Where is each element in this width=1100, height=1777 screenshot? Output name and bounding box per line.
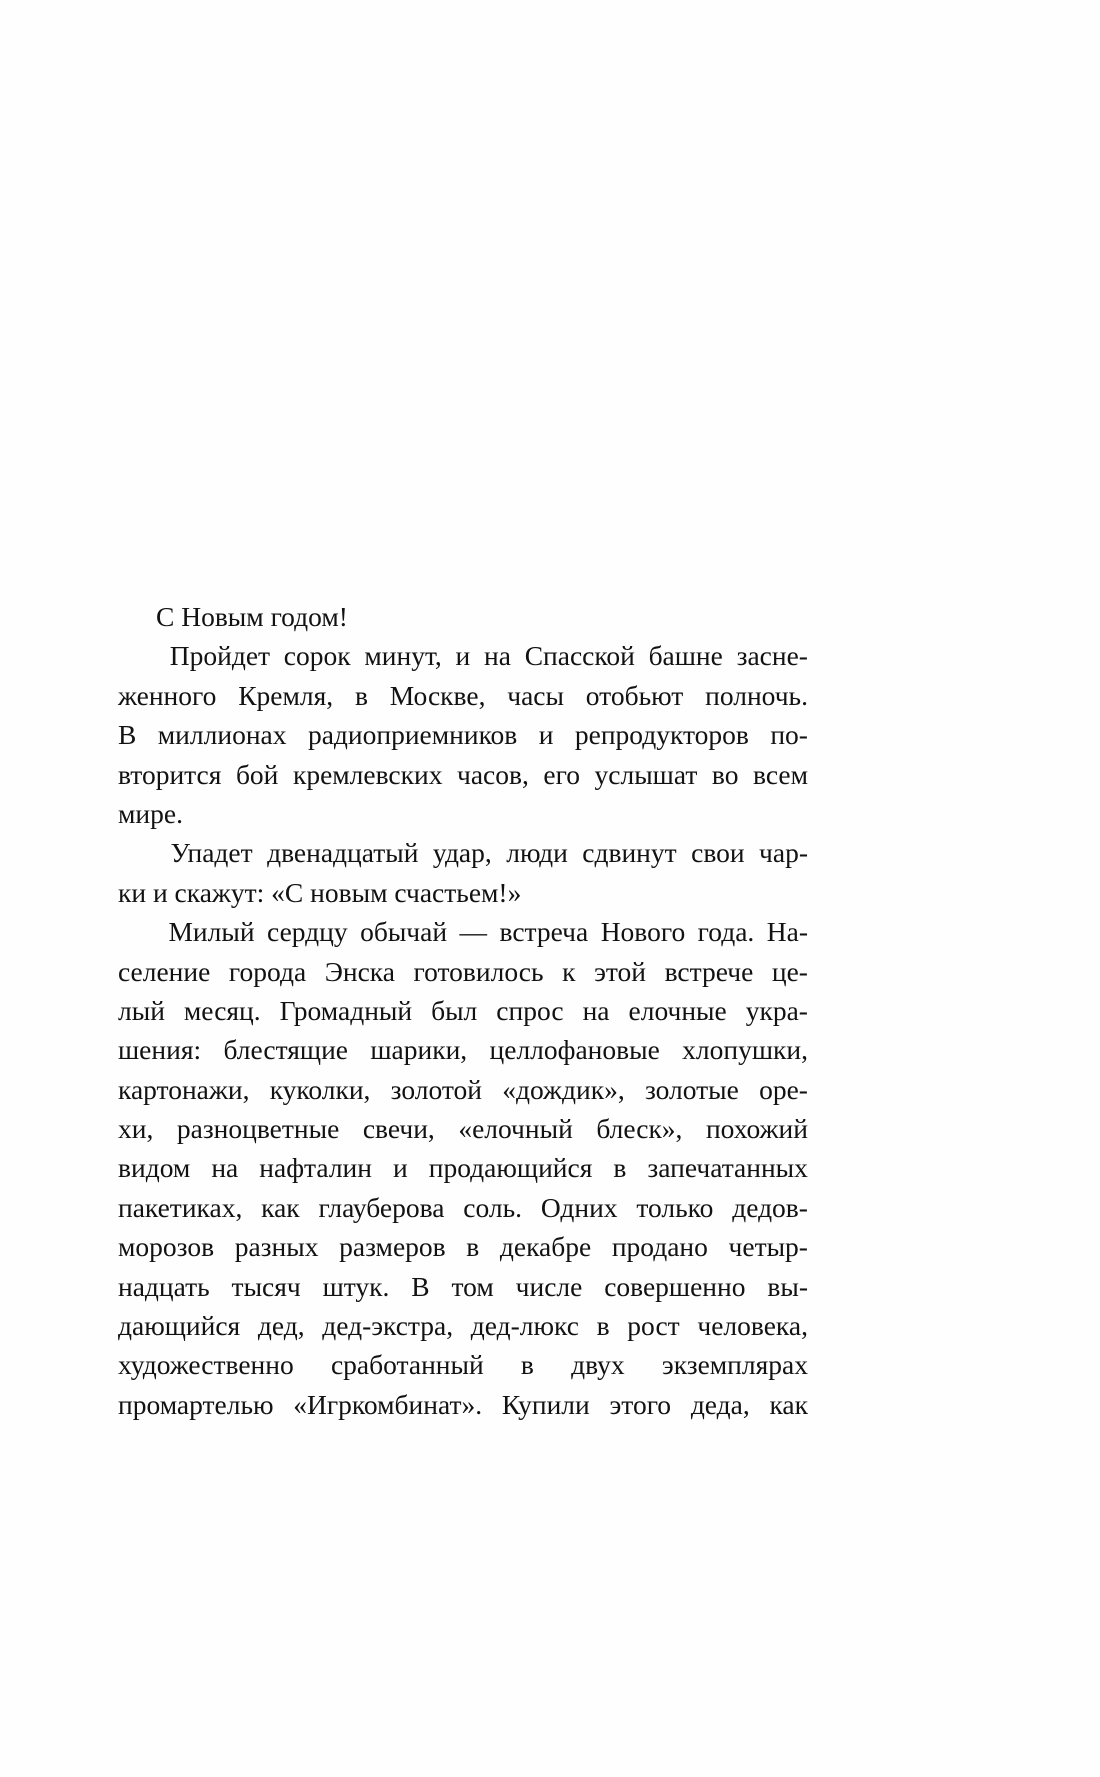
text-line: художественно сработанный в двух экземплярах — [118, 1349, 808, 1381]
text-line: ки и скажут: «С новым счастьем!» — [118, 876, 522, 908]
text-line: Милый сердцу обычай — встреча Нового года. На- — [118, 912, 808, 951]
text-line: надцать тысяч штук. В том числе совершенно вы- — [118, 1270, 808, 1302]
text-line: В миллионах радиоприемников и репродукторов по- — [118, 719, 808, 751]
text-line: видом на нафталин и продающийся в запечатанных — [118, 1152, 808, 1184]
text-line: вторится бой кремлевских часов, его услышат во всем — [118, 758, 808, 790]
page-text-block — [118, 597, 808, 1424]
text-line: мире. — [118, 797, 183, 829]
paragraph-indent — [118, 833, 156, 872]
text-line: хи, разноцветные свечи, «елочный блеск», похожий — [118, 1113, 808, 1145]
paragraph — [118, 912, 808, 1424]
text-line: пакетиках, как глауберова соль. Одних только дедов- — [118, 1191, 808, 1223]
paragraph-indent — [118, 636, 156, 675]
text-line: С Новым годом! — [156, 601, 348, 632]
paragraph — [118, 636, 808, 833]
text-line: морозов разных размеров в декабре продано четыр- — [118, 1231, 808, 1263]
text-line: селение города Энска готовилось к этой встрече це- — [118, 955, 808, 987]
text-line: женного Кремля, в Москве, часы отобьют полночь. — [118, 679, 808, 711]
text-line: Пройдет сорок минут, и на Спасской башне засне- — [118, 636, 808, 675]
text-line: картонажи, куколки, золотой «дождик», золотые оре- — [118, 1073, 808, 1105]
text-line: промартелью «Игркомбинат». Купили этого деда, как — [118, 1388, 808, 1420]
paragraph — [118, 597, 808, 636]
text-line: лый месяц. Громадный был спрос на елочные укра- — [118, 994, 808, 1026]
paragraph-indent — [118, 912, 156, 951]
text-line: шения: блестящие шарики, целлофановые хлопушки, — [118, 1034, 808, 1066]
paragraph — [118, 833, 808, 912]
text-line: дающийся дед, дед-экстра, дед-люкс в рост человека, — [118, 1310, 808, 1342]
text-line: Упадет двенадцатый удар, люди сдвинут свои чар- — [118, 833, 808, 872]
